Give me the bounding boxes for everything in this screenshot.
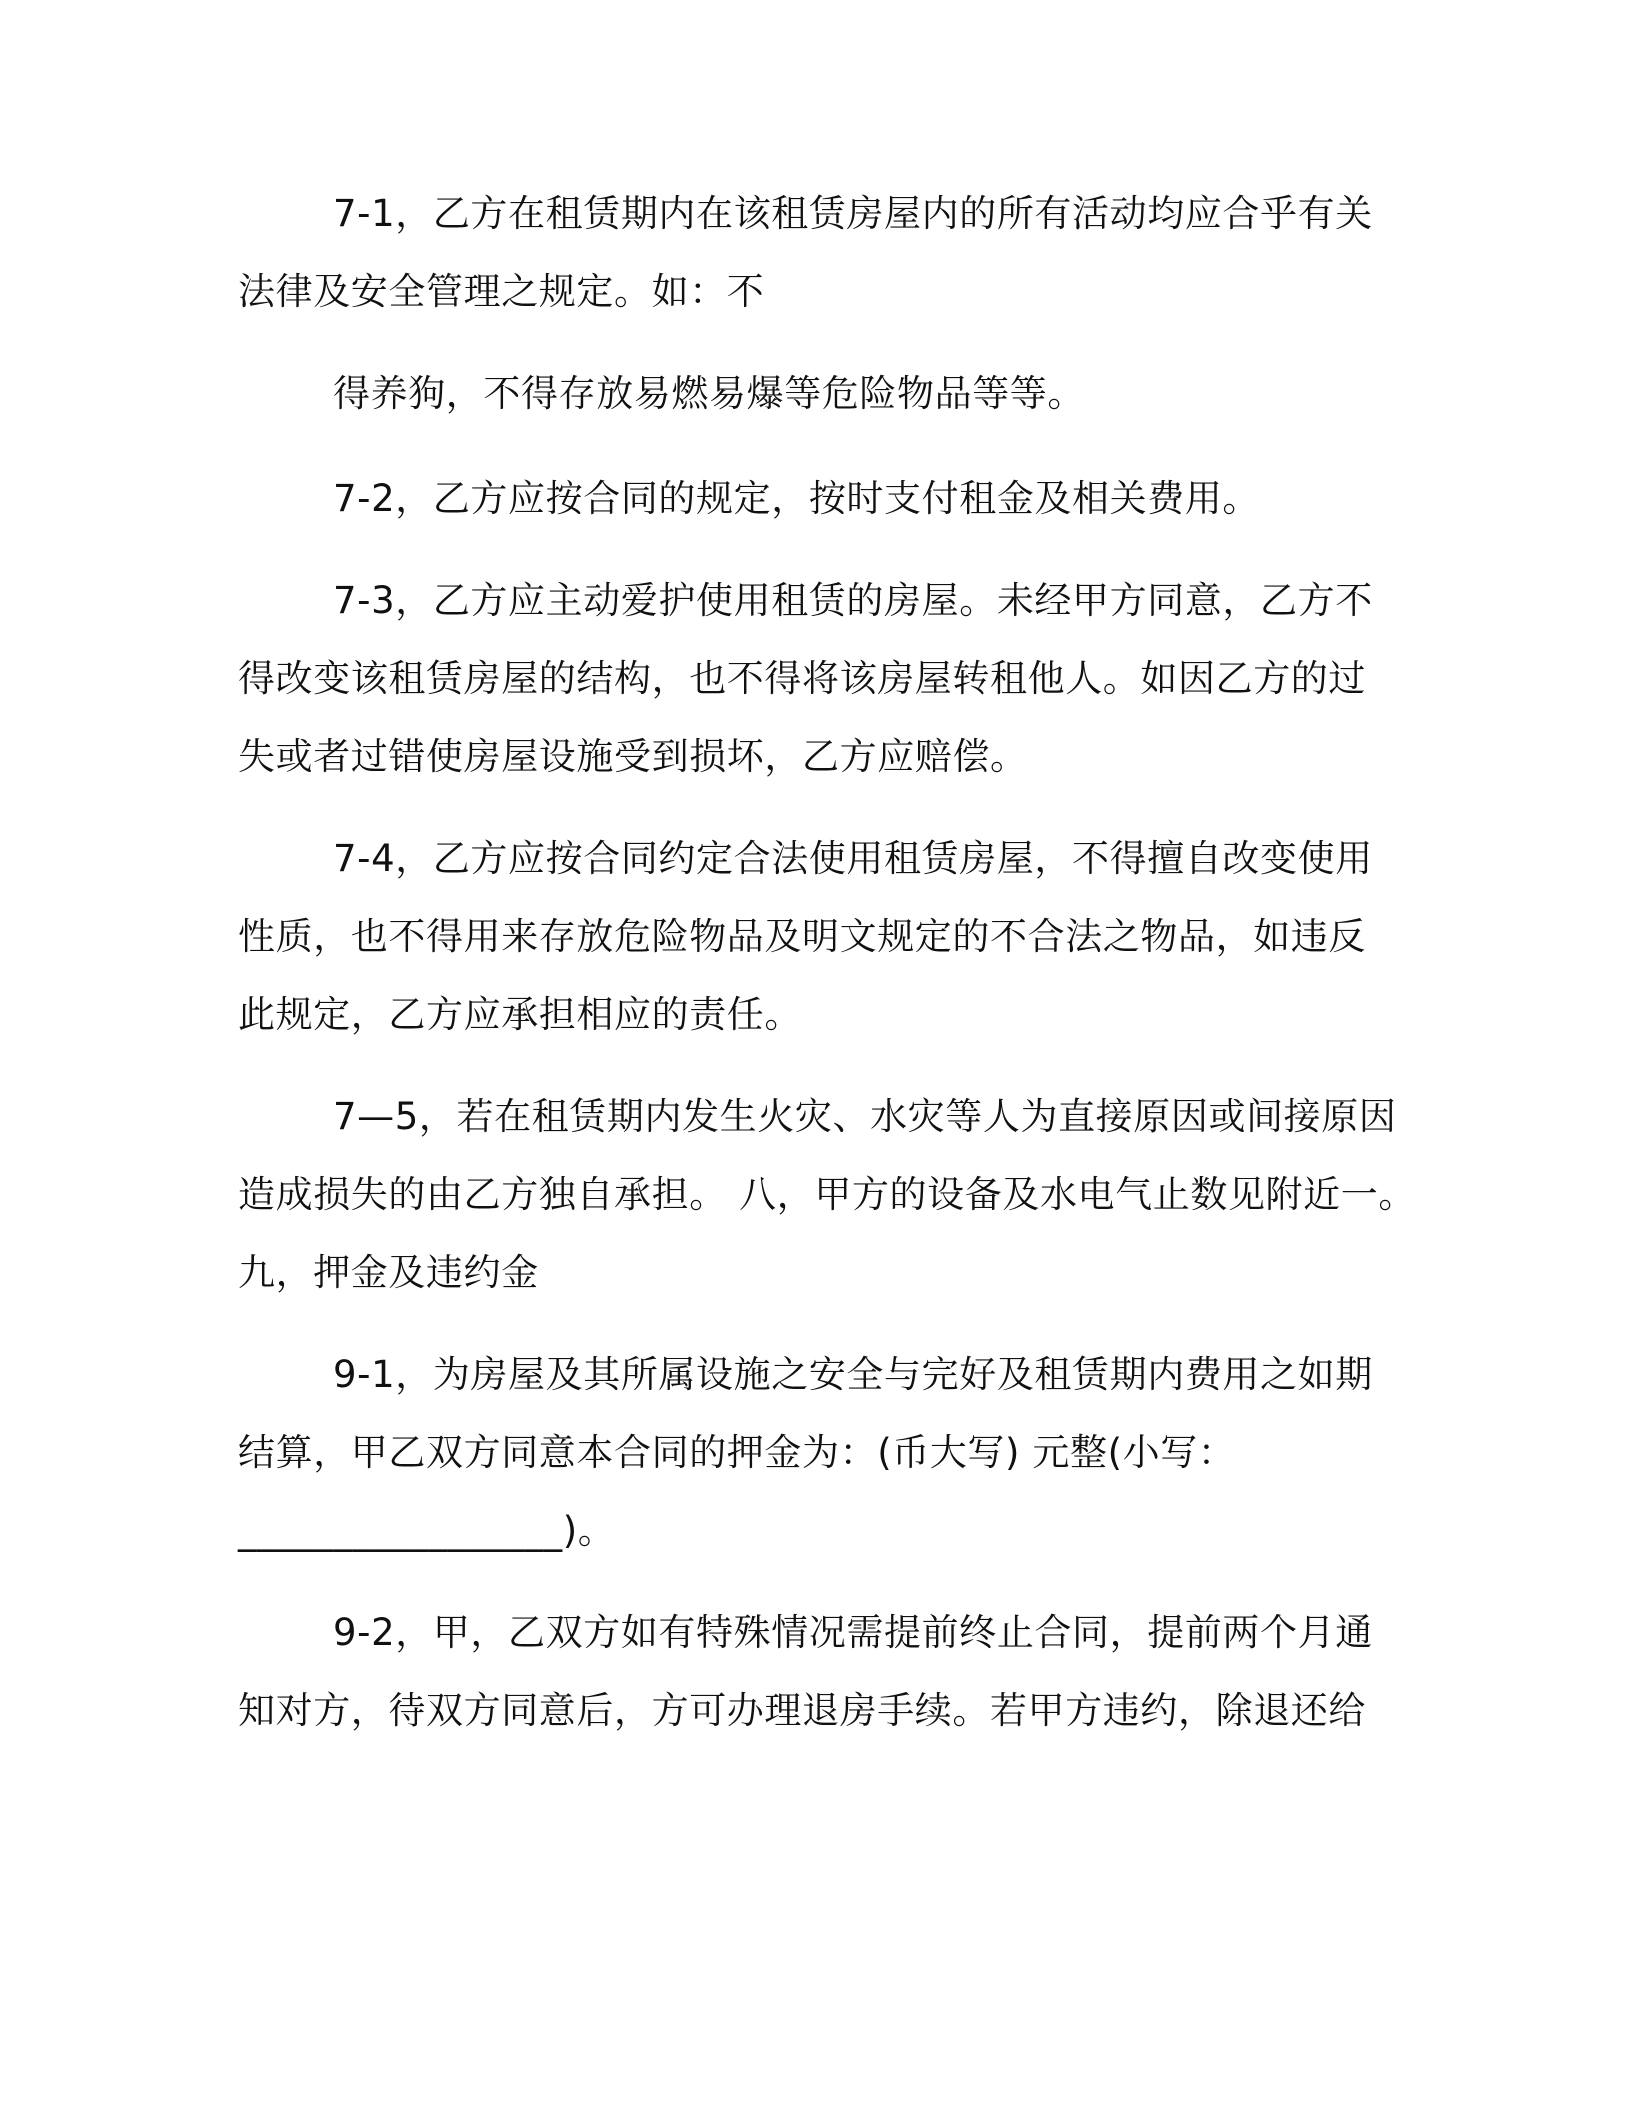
clause-9-1-line-2: 结算，甲乙双方同意本合同的押金为：(币大写) 元整(小写： — [238, 1431, 1236, 1474]
clause-9-2-line-1: 9-2，甲，乙双方如有特殊情况需提前终止合同，提前两个月通 — [333, 1611, 1373, 1654]
clause-7-1-line-3: 得养狗，不得存放易燃易爆等危险物品等等。 — [333, 372, 1085, 415]
clause-7-4-line-1: 7-4，乙方应按合同约定合法使用租赁房屋，不得擅自改变使用 — [333, 837, 1373, 880]
clause-7-5-line-1: 7—5，若在租赁期内发生火灾、水灾等人为直接原因或间接原因 — [333, 1095, 1397, 1138]
clause-9-1-line-3: _________________)。 — [238, 1509, 616, 1552]
section-9-heading: 九，押金及违约金 — [238, 1251, 539, 1294]
clause-7-2-line-1: 7-2，乙方应按合同的规定，按时支付租金及相关费用。 — [333, 477, 1261, 520]
clause-7-4-line-2: 性质，也不得用来存放危险物品及明文规定的不合法之物品，如违反 — [238, 915, 1366, 958]
clause-9-1-line-1: 9-1，为房屋及其所属设施之安全与完好及租赁期内费用之如期 — [333, 1353, 1373, 1396]
clause-7-1-line-2: 法律及安全管理之规定。如：不 — [238, 270, 765, 313]
clause-9-2-line-2: 知对方，待双方同意后，方可办理退房手续。若甲方违约，除退还给 — [238, 1689, 1366, 1732]
clause-7-1-line-1: 7-1，乙方在租赁期内在该租赁房屋内的所有活动均应合乎有关 — [333, 192, 1373, 235]
clause-7-5-line-2: 造成损失的由乙方独自承担。 八，甲方的设备及水电气止数见附近一。 — [238, 1173, 1416, 1216]
clause-7-3-line-3: 失或者过错使房屋设施受到损坏，乙方应赔偿。 — [238, 735, 1028, 778]
clause-7-4-line-3: 此规定，乙方应承担相应的责任。 — [238, 993, 802, 1036]
clause-7-3-line-1: 7-3，乙方应主动爱护使用租赁的房屋。未经甲方同意，乙方不 — [333, 579, 1373, 622]
clause-7-3-line-2: 得改变该租赁房屋的结构，也不得将该房屋转租他人。如因乙方的过 — [238, 657, 1366, 700]
